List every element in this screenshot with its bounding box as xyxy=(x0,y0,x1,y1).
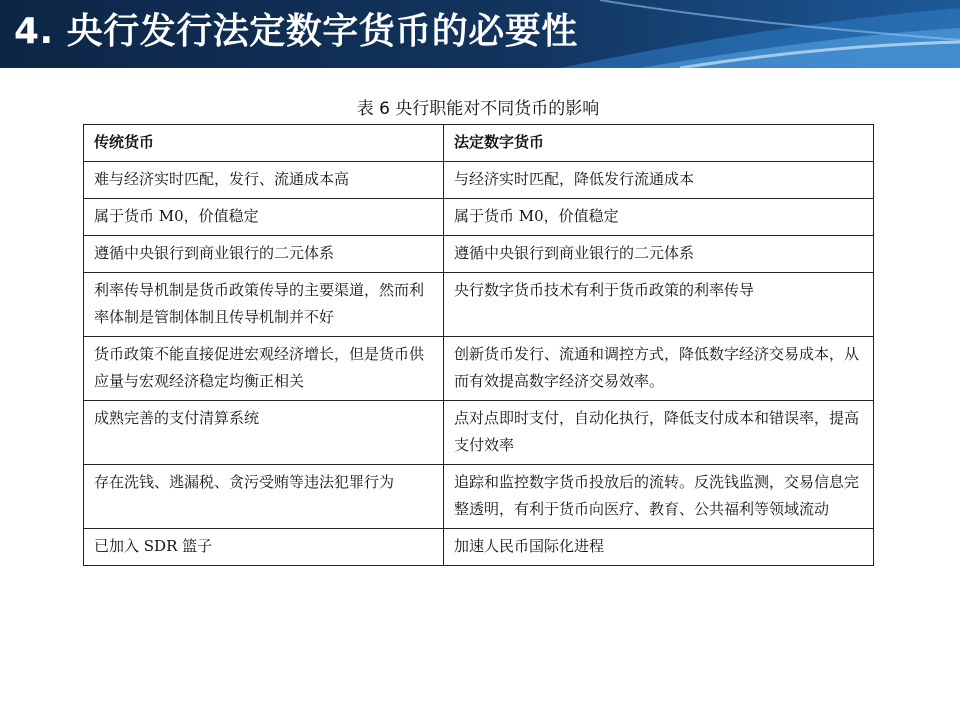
table-cell: 货币政策不能直接促进宏观经济增长，但是货币供应量与宏观经济稳定均衡正相关 xyxy=(84,337,444,401)
table-cell: 加速人民币国际化进程 xyxy=(444,529,874,566)
table-row xyxy=(84,199,874,236)
table-row xyxy=(84,465,874,529)
table-cell: 点对点即时支付，自动化执行，降低支付成本和错误率，提高支付效率 xyxy=(444,401,874,465)
comparison-table xyxy=(83,124,874,566)
table-cell: 遵循中央银行到商业银行的二元体系 xyxy=(84,236,444,273)
table-cell: 央行数字货币技术有利于货币政策的利率传导 xyxy=(444,273,874,337)
slide-title: 4. 央行发行法定数字货币的必要性 xyxy=(14,11,578,52)
table-cell: 遵循中央银行到商业银行的二元体系 xyxy=(444,236,874,273)
table-row xyxy=(84,337,874,401)
table-caption: 表 6 央行职能对不同货币的影响 xyxy=(356,99,600,119)
table-cell: 属于货币 M0，价值稳定 xyxy=(444,199,874,236)
table-row xyxy=(84,529,874,566)
table-cell: 追踪和监控数字货币投放后的流转。反洗钱监测，交易信息完整透明，有利于货币向医疗、教育、公共福利等领域流动 xyxy=(444,465,874,529)
table-cell: 创新货币发行、流通和调控方式，降低数字经济交易成本，从而有效提高数字经济交易效率。 xyxy=(444,337,874,401)
table-cell: 属于货币 M0，价值稳定 xyxy=(84,199,444,236)
header-traditional-currency: 传统货币 xyxy=(84,125,444,162)
table-cell: 与经济实时匹配，降低发行流通成本 xyxy=(444,162,874,199)
table-header-row xyxy=(84,125,874,162)
table-cell: 已加入 SDR 篮子 xyxy=(84,529,444,566)
table-row xyxy=(84,162,874,199)
table-row xyxy=(84,401,874,465)
table-cell: 成熟完善的支付清算系统 xyxy=(84,401,444,465)
header-legal-digital-currency: 法定数字货币 xyxy=(444,125,874,162)
table-row xyxy=(84,273,874,337)
table-row xyxy=(84,236,874,273)
slide-header xyxy=(0,0,960,68)
table-cell: 利率传导机制是货币政策传导的主要渠道，然而利率体制是管制体制且传导机制并不好 xyxy=(84,273,444,337)
table-cell: 存在洗钱、逃漏税、贪污受贿等违法犯罪行为 xyxy=(84,465,444,529)
table-cell: 难与经济实时匹配，发行、流通成本高 xyxy=(84,162,444,199)
